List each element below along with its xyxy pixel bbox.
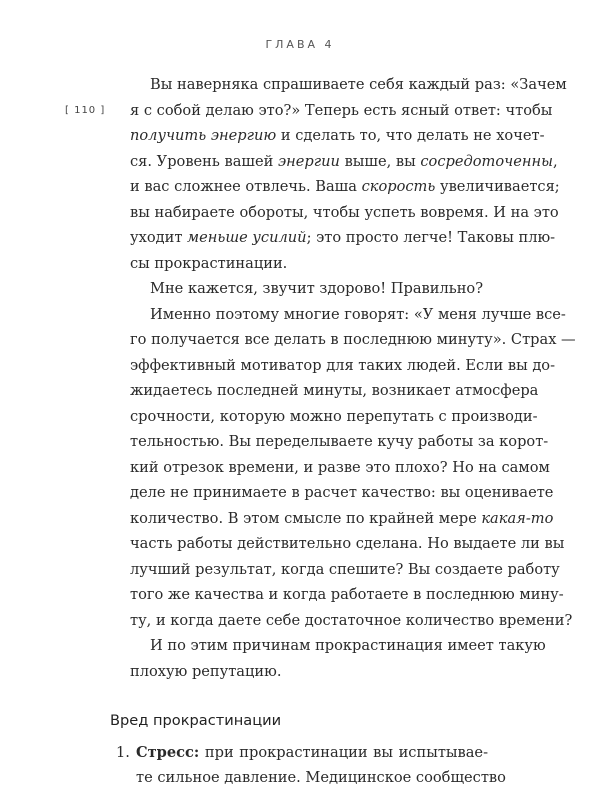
text-line: жидаетесь последней минуты, возникает атмосфера <box>130 382 539 399</box>
section-heading: Вред прокрастинации <box>110 712 282 729</box>
text-line: часть работы действительно сделана. Но выдаете ли вы <box>130 535 565 552</box>
text-line: я с собой делаю это?» Теперь есть ясный ответ: чтобы <box>130 101 553 119</box>
text-line: И по этим причинам прокрастинация имеет такую <box>150 637 546 654</box>
text-line: лучший результат, когда спешите? Вы создаете работу <box>130 560 560 578</box>
text-line: срочности, которую можно перепутать с производи- <box>130 407 538 425</box>
italic-phrase: получить энергию <box>130 127 277 144</box>
text-line <box>110 506 554 532</box>
text-line: Мне кажется, звучит здорово! Правильно? <box>150 280 484 297</box>
text-fragment: выше, вы <box>339 152 421 170</box>
text-line <box>110 149 558 175</box>
text-line <box>136 740 488 766</box>
italic-phrase: энергии <box>277 152 340 170</box>
text-line: плохую репутацию. <box>130 662 282 680</box>
list-number: 1. <box>116 743 130 761</box>
paragraph-4 <box>110 633 546 684</box>
text-fragment: при прокрастинации вы испытывае- <box>199 743 488 761</box>
list-term: Стресс: <box>136 743 200 761</box>
text-line: вы набираете обороты, чтобы успеть вовремя. И на это <box>130 203 559 221</box>
text-fragment: , <box>552 152 558 170</box>
text-line: те сильное давление. Медицинское сообщество <box>136 769 506 786</box>
text-line: тельностью. Вы переделываете кучу работы за корот- <box>130 433 549 450</box>
text-line <box>110 174 560 200</box>
text-line: ту, и когда даете себе достаточное количество времени? <box>130 611 573 629</box>
text-fragment: увеличивается; <box>435 178 560 195</box>
italic-phrase: сосредоточенны <box>420 152 553 170</box>
text-line: Вы наверняка спрашиваете себя каждый раз: «Зачем <box>150 76 567 93</box>
text-line: сы прокрастинации. <box>130 254 288 272</box>
text-line: Именно поэтому многие говорят: «У меня лучше все- <box>150 305 566 323</box>
text-fragment: и вас сложнее отвлечь. Ваша <box>130 178 362 195</box>
page-number: [ 110 ] <box>65 105 106 116</box>
text-line: того же качества и когда работаете в последнюю мину- <box>130 586 564 603</box>
text-fragment: ; это просто легче! Таковы плю- <box>306 229 556 246</box>
text-line: кий отрезок времени, и разве это плохо? Но на самом <box>130 458 550 476</box>
text-line <box>110 225 556 251</box>
text-fragment: уходит <box>130 229 188 246</box>
text-line: деле не принимаете в расчет качество: вы оцениваете <box>130 484 554 501</box>
text-fragment: ся. Уровень вашей <box>130 152 278 170</box>
text-fragment: количество. В этом смысле по крайней мере <box>130 509 482 527</box>
italic-phrase: какая-то <box>481 509 554 527</box>
italic-phrase: меньше усилий <box>187 229 307 246</box>
text-line: эффективный мотиватор для таких людей. Если вы до- <box>130 356 556 374</box>
italic-phrase: скорость <box>361 178 436 195</box>
paragraph-1 <box>110 72 567 276</box>
running-head: ГЛАВА 4 <box>265 38 335 51</box>
paragraph-2 <box>110 276 488 302</box>
paragraph-3 <box>110 302 576 634</box>
list-item <box>110 740 506 791</box>
body-text <box>110 72 576 791</box>
text-line <box>110 123 545 149</box>
text-fragment: и сделать то, что делать не хочет- <box>276 127 545 144</box>
text-line: го получается все делать в последнюю минуту». Страх — <box>130 331 576 348</box>
